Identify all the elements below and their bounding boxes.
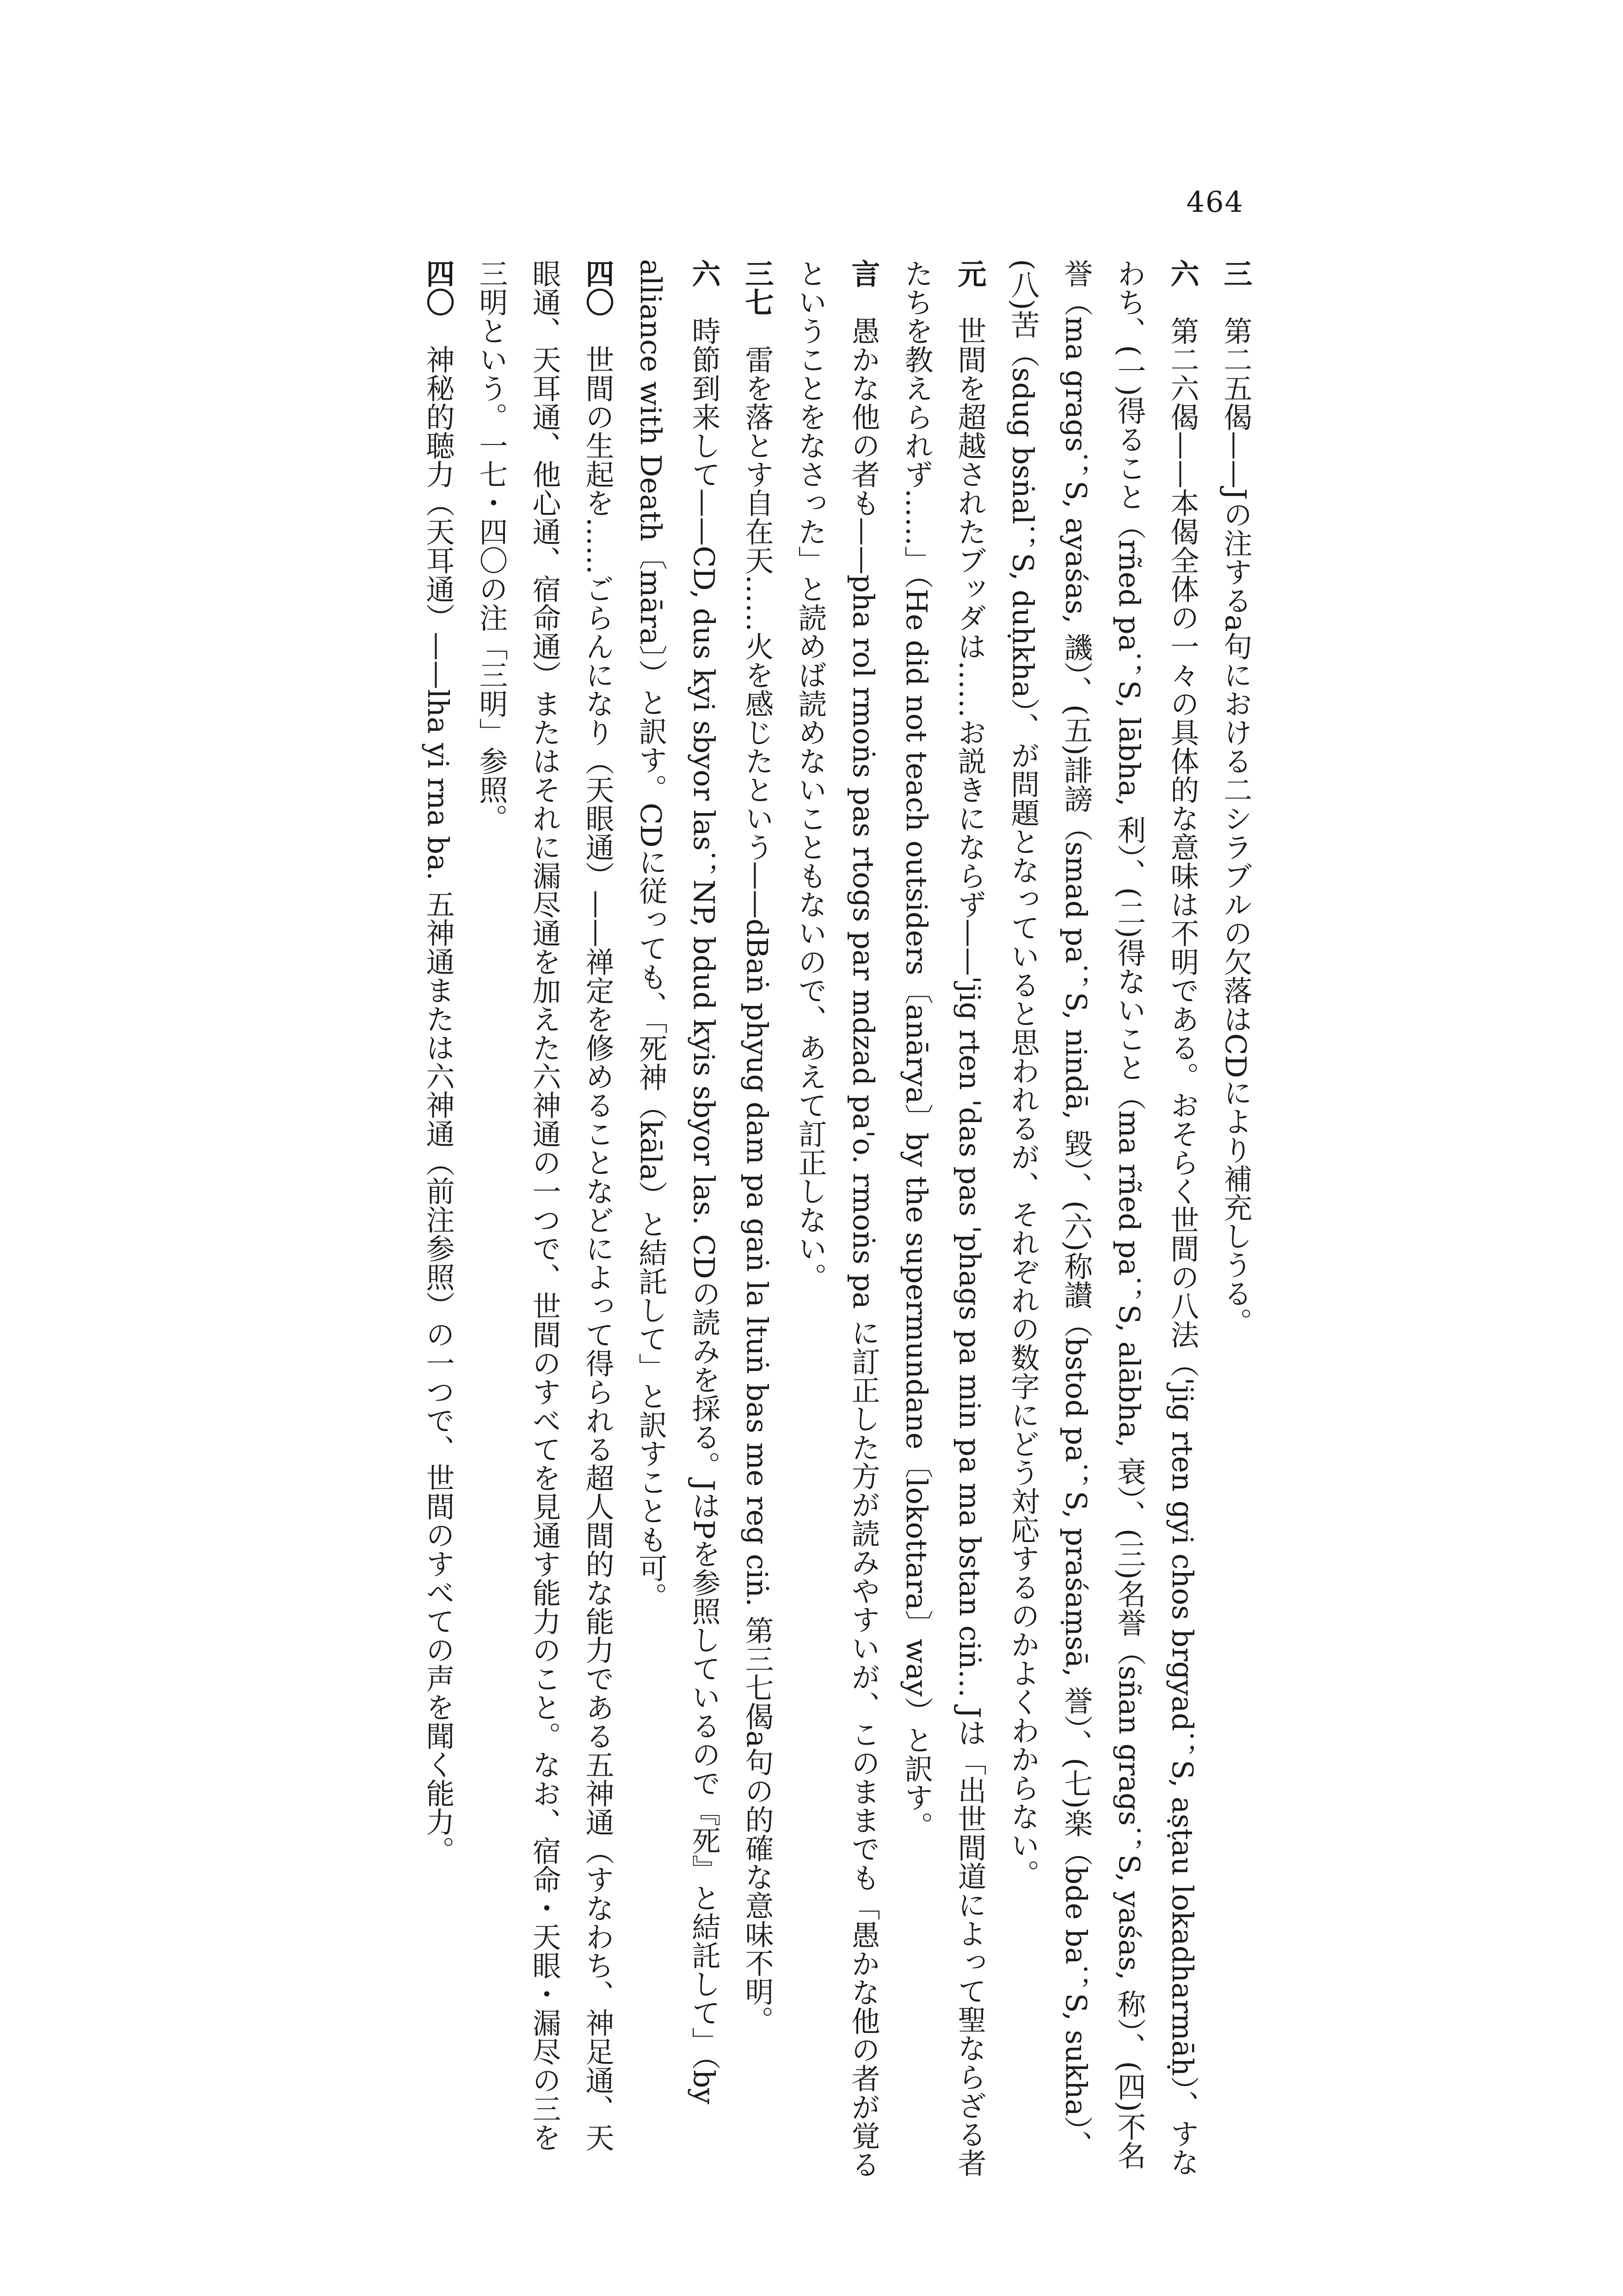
note xyxy=(465,259,624,2179)
note-text: 第二六偈——本偈全体の一々の具体的な意味は不明である。おそらく世間の八法（'jig rten gyi chos brgyad；S, aṣṭau lokadharmāḥ）、すなわち、(一)得ること（rñed pa；S, lābha, 利）、(二)得ないこと（ma rñed pa；S, alābha, 衰）、(三)名誉（sñan grags；S, yaśas, 称）、(四)不名誉（ma grags；S, ayaśas, 譏）、(五)誹謗（smad pa；S, nindā, 毀）、(六)称讃（bstod pa；S, praśaṃsā, 誉）、(七)楽（bde ba；S, sukha）、(八)苦（sdug bsṅal；S, duḥkha）、が問題となっていると思われるが、それぞれの数字にどう対応するのかよくわからない。 xyxy=(1006,259,1199,2177)
note-text: 世間を超越されたブッダは……お説きにならず——'jig rten 'das pas 'phags pa min pa ma bstan ciṅ… Jは「出世間道によって聖ならざる者たちを教えられず……」（He did not teach outsiders〔anārya〕by the supermundane〔lokottara〕way）と訳す。 xyxy=(900,259,987,2178)
note-marker: 六 xyxy=(687,259,721,288)
note xyxy=(890,259,996,2179)
note-marker: 元 xyxy=(953,259,987,288)
note xyxy=(412,259,465,2179)
notes-body xyxy=(412,259,1262,2179)
note-text: 第二五偈——Jの注するa句における二シラブルの欠落はCDにより補充しうる。 xyxy=(1219,316,1253,1336)
note-text: 愚かな他の者も——pha rol rmoṅs pas rtogs par mdzad pa'o. rmoṅs pa に訂正した方が読みやすいが、このままでも「愚かな他の者が覚るということをなさった」と読めば読めないこともないので、あえて訂正しない。 xyxy=(793,259,880,2179)
note-text: 世間の生起を……ごらんになり（天眼通）——禅定を修めることなどによって得られる超人間的な能力である五神通（すなわち、神足通、天眼通、天耳通、他心通、宿命通）またはそれに漏尽通を加えた六神通の一つで、世間のすべてを見通す能力のこと。なお、宿命・天眼・漏尽の三を三明という。一七・四〇の注「三明」参照。 xyxy=(474,259,615,2152)
page-number: 464 xyxy=(1186,185,1244,219)
note-marker: 四〇 xyxy=(421,259,455,316)
note-marker: 六 xyxy=(1166,259,1199,288)
note xyxy=(784,259,890,2179)
note xyxy=(1209,259,1262,2179)
note xyxy=(996,259,1209,2179)
note xyxy=(624,259,731,2179)
note-marker: 言 xyxy=(847,259,880,288)
note-text: 神秘的聴力（天耳通）——lha yi rna ba. 五神通または六神通（前注参照）の一つで、世間のすべての声を聞く能力。 xyxy=(421,345,455,1865)
note xyxy=(731,259,784,2179)
note-marker: 四〇 xyxy=(581,259,615,316)
note-text: 雷を落とす自在天……火を感じたという——dBaṅ phyug dam pa gaṅ la ltuṅ bas me reg ciṅ. 第三七偈a句の的確な意味不明。 xyxy=(740,345,774,2035)
note-marker: 三 xyxy=(1219,259,1253,288)
note-text: 時節到来して——CD, dus kyi sbyor las；NP, bdud kyis sbyor las. CDの読みを採る。JはPを参照しているので『死』と結託して」（by alliance with Death〔māra〕）と訳す。CDに従っても、「死神（kāla）と結託して」と訳すことも可。 xyxy=(634,259,721,2105)
note-marker: 三七 xyxy=(740,259,774,316)
